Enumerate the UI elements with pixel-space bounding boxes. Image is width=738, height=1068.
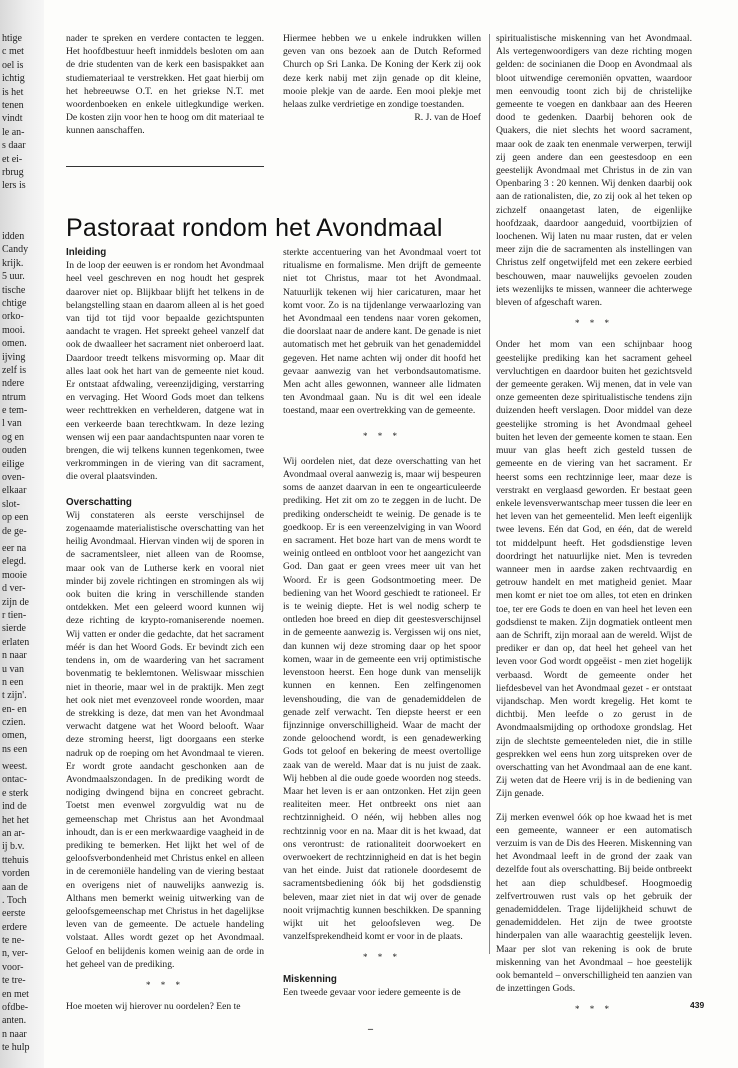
fragment-line: ndere [2,378,25,390]
section-separator: * * * [575,1004,613,1015]
fragment-line: t zijn'. [2,690,27,702]
fragment-line: ij b.v. [2,841,25,853]
fragment-line: zijn de [2,596,29,608]
previous-page-fragments [2,760,40,1055]
fragment-line: e tem- [2,405,28,417]
fragment-line: te ne- [2,935,25,947]
fragment-line: og en [2,431,24,443]
fragment-line: l van [2,418,22,430]
fragment-line: lers is [2,180,26,192]
fragment-line: orko- [2,311,24,323]
fragment-line: te hulp [2,1042,30,1054]
subheading-inleiding: Inleiding [66,247,107,258]
fragment-line: omen. [2,338,27,350]
fragment-line: n een [2,676,24,688]
section-separator: * * * [363,952,401,963]
fragment-line: en- en [2,703,27,715]
fragment-line: ntrum [2,391,26,403]
fragment-line: czien. [2,717,26,729]
fragment-line: oel is [2,59,24,71]
fragment-line: c met [2,46,24,58]
fragment-line: eer na [2,543,27,554]
fragment-line: et ei- [2,153,23,165]
fragment-line: an ar- [2,827,25,839]
fragment-line: het het [2,814,29,826]
col3-paragraph-2: Onder het mom van een schijnbaar hoog geestelijke prediking kan het sacrament geheel vervluchtigen en daardoor buiten het gezichtsveld der gemeente geraken. Wij menen, dat in vele van onze gemeenten deze spiritualistische tendens zijn duizenden heeft verslagen. Door middel van deze geestelijke stroming is het Avondmaal geheel buiten het leven der gemeente komen te staan. Een muur van glas heeft zich gesteld tussen de gemeente en de viering van het sacrament. Er heerst soms een rechtzinnige leer, maar deze is verstrakt en verglaasd geworden. Er bestaat geen enkele levensverwantschap meer tussen die leer en het leven van het gemeentelid. Men leeft eigenlijk twee levens. Eén dat God, en één, dat de wereld tot middelpunt heeft. Het godsdienstige leven doordringt het natuurlijke niet. Men is tevreden wanneer men in aardse zaken rechtvaardig en getrouw handelt en met matigheid geniet. Maar men komt er niet toe om alles, tot eten en drinken toe, ter ere Gods te doen en van heel het leven een godsdienst te maken. Zijn dogmatiek ontleent men aan de Schrift, zijn moraal aan de wereld. Wijst de prediker er dan op, dat heel het geheel van het leven voor God wordt opgeëist - men ziet hogelijk verbaasd. Wordt de gemeente onder het liefdesbevel van het Avondmaal gezet - er ontstaat vijandschap. Men wordt kregelig. Het komt te dichtbij. Men leefde o zo gerust in de Avondmaalsmijding op orthodoxe grondslag. Het zijn de slechtste gemeenteleden niet, die in stille gesprekken wel eens hun zorg uitspreken over de overschatting van het Avondmaal aan de ene kant. Zij weten dat de Heere vrij is in de bediening van Zijn genade. [496,339,692,800]
fragment-line: aan de [2,881,28,893]
fragment-line: sierde [2,623,26,635]
fragment-line: idden [2,231,25,242]
fragment-line: ontac- [2,774,27,786]
fragment-line: ind de [2,801,27,813]
col3-paragraph-1: spiritualistische miskenning van het Avondmaal. Als vertegenwoordigers van deze richting mogen gelden: de socinianen die Doop en Avondmaal als bloot uitwendige ceremoniën opvatten, waardoor men eenvoudig toont zich bij de christelijke gemeente te voegen en dankbaar aan des Heeren dood te gedenken. Daarbij behoren ook de Quakers, die niet slechts het woord sacrament, maar ook de zaak ten enenmale verwerpen, terwijl zij geen andere dan een geestesdoop en een geestelijk Avondmaal met Christus in de zin van Openbaring 3 : 20 kennen. Wij denken daarbij ook aan de rationalisten, die, zo zij ook al het teken op zichzelf onaangetast laten, de eigenlijke hoofdzaak, daardoor aangeduid, voortbijzien of loochenen. Wij laten nu maar rusten, dat er velen meer zijn die de sacramenten als instellingen van Christus zelf ongetwijfeld met een zekere eerbied beschouwen, maar nauwelijks gevoelen zouden iets wezenlijks te missen, wanneer die achterwege bleven of afgeschaft waren. [496,33,692,309]
fragment-line: n naar [2,1028,27,1040]
fragment-line: elegd. [2,556,27,568]
fragment-line: htige [2,33,22,44]
fragment-line: d ver- [2,583,26,595]
top-middle-column [283,32,481,124]
fragment-line: ouden [2,445,27,457]
fragment-line: erlaten [2,636,30,648]
fragment-line: s daar [2,140,26,152]
section-separator: * * * [146,979,184,990]
article-title: Pastoraat rondom het Avondmaal [66,214,443,242]
fragment-line: . Toch [2,894,27,906]
col2-paragraph-3: Een tweede gevaar voor iedere gemeente is de [283,986,461,998]
fragment-line: anten. [2,1015,27,1027]
fragment-line: elkaar [2,485,27,497]
fragment-line: Candy [2,244,29,256]
fragment-line: de ge- [2,525,27,537]
fragment-line: ichtig [2,73,25,85]
fragment-line: n, ver- [2,948,28,960]
fragment-line: vindt [2,113,23,125]
fragment-line: ns een [2,743,28,755]
article-column-2 [283,246,481,999]
col3-paragraph-3: Zij merken evenwel óók op hoe kwaad het is met een gemeente, wanneer er een automatisch verzuim is van de Dis des Heeren. Miskenning van het Avondmaal leeft in de grond der zaak van dezelfde fout als overschatting. Bij beide ontbreekt het aan diep schuldbesef. Hoogmoedig zelfvertrouwen rust vals op het gebruik der genademiddelen. Trage lijdelijkheid schuwt de genademiddelen. Het zijn de twee grootste hinderpalen van alle waarachtig geestelijk leven. Maar per slot van rekening is ook de brute miskenning van het Avondmaal – hoe geestelijk ook bemanteld – onverschilligheid ten aanzien van de inzettingen Gods. [496,811,692,995]
fragment-line: le an- [2,126,25,138]
fragment-line: krijk. [2,257,24,269]
fragment-line: n naar [2,650,27,662]
signature: R. J. van de Hoef [414,112,481,124]
fragment-line: 5 uur. [2,271,25,283]
fragment-line: erdere [2,921,27,933]
column-divider [489,34,490,954]
top-left-rule [66,166,264,167]
section-separator: * * * [575,318,613,329]
fragment-line: chtige [2,297,27,309]
section-separator: * * * [363,430,401,441]
top-left-column [66,32,264,138]
fragment-line: omen, [2,730,27,742]
fragment-line: ijving [2,351,26,363]
fragment-line: oven- [2,472,25,484]
fragment-line: u van [2,663,24,675]
article-column-1 [66,246,264,1013]
fragment-line: ttehuis [2,854,29,866]
previous-page-fragments [2,32,40,193]
subheading-miskenning: Miskenning [283,973,337,985]
fragment-line: is het [2,86,24,98]
fragment-line: rbrug [2,166,24,178]
fragment-line: op een [2,512,29,524]
fragment-line: en met [2,988,29,1000]
fragment-line: e sterk [2,787,29,799]
fragment-line: vorden [2,868,30,880]
fragment-line: ofdbe- [2,1002,29,1014]
col1-paragraph-1: In de loop der eeuwen is er rondom het Avondmaal heel veel geschreven en nog houdt het gesprek daarover niet op. Blijkbaar blijft het telkens in de belangstelling staan en daarom alleen al is het goed van tijd tot tijd voor bepaalde gezichtspunten aandacht te vragen. Het spreekt geheel vanzelf dat ook de dwaalleer het sacrament niet onberoerd laat. Daardoor treedt telkens misvorming op. Maar dit alles laat ook het hart van de gemeente niet koud. Er ontstaat afdwaling, vereenzijdiging, verstarring en vervaging. Het Woord Gods moet dan telkens weer rechttrekken en verhelderen, datgene wat in een verkeerde baan terechtkwam. In deze lezing wensen wij een paar aandachtspunten naar voren te brengen, die wij telkens kunnen tegenkomen, twee verkrommingen in de viering van dit sacrament, die overal plaatsvinden. [66,260,264,483]
page-number: 439 [690,1000,705,1010]
col2-paragraph-2: Wij oordelen niet, dat deze overschatting van het Avondmaal overal aanwezig is, maar wij bespeuren soms de aanzet daarvan in een te ongearticuleerde prediking. Het zit om zo te zeggen in de lucht. De prediking onderscheidt te weinig. De genade is te goedkoop. Er is een vereenzelviging in van Woord en sacrament. Het boze hart van de mens wordt te weinig ontleed en ontbloot voor het aangezicht van God. Dan gaat er geen vrees meer uit van het Woord. Er is geen Godsontmoeting meer. De bediening van het Woord geschiedt te rationeel. Er is te weinig diepte. Het is wel nodig scherp te ontleden hoe breed en diep dit geestesverschijnsel in de gemeente aanwezig is. Vergissen wij ons niet, dan kunnen wij deze stroming daar op het spoor komen, waar in de gemeente een vrij optimistische levenstoon heerst. Een hoge dunk van menselijk kunnen en kennen. Een zelfingenomen levenshouding, die van de genademiddelen de genade zelf verwacht. Ten diepste heerst er een fijnzinnige onverschilligheid. Waar de macht der zonde geloochend wordt, is een genadewerking Gods tot geloof en bekering de meest overtollige zaak van de wereld. Maar dat is nu juist de zaak. Wij hebben al die oude goede woorden nog steeds. Maar het leven is er aan ontzonken. Het zijn geen realiteiten meer. Het ontbreekt ons niet aan rechtzinnigheid. O néén, wij hebben alles nog rechtzinnig voor en na. Maar dit is het kwaad, dat ons verontrust: de rationaliteit doorwoekert en overwoekert de rechtzinnigheid en dat is het begin van het einde. Juist dat rationele doordesemt de sacramentsbediening óók bij het godsdienstig beleven, maar ziet niet in dat wij over de genade nooit vrijmachtig kunnen beschikken. De spanning wijkt uit het geloofsleven weg. De vanzelfsprekendheid komt er voor in de plaats. [283,455,481,943]
fragment-line: slot- [2,498,20,510]
bottom-dash: – [368,1024,373,1035]
subheading-overschatting: Overschatting [66,496,132,508]
fragment-line: te tre- [2,975,26,987]
top-left-paragraph: nader te spreken en verdere contacten te leggen. Het hoofdbestuur heeft inmiddels besloten om aan de drie studenten van de kerk een basispakket aan studiemateriaal te verstrekken. Het gaat hierbij om het hebreeuwse O.T. en het griekse N.T. met woordenboeken en enkele uitlegkundige werken. De kosten zijn voor hen te hoog om dit materiaal te kunnen aanschaffen. [66,33,264,137]
fragment-line: r tien- [2,609,27,621]
fragment-line: zelf is [2,364,27,376]
previous-page-fragments [2,230,40,538]
fragment-line: voor- [2,961,24,973]
fragment-line: weest. [2,761,28,772]
top-middle-paragraph: Hiermee hebben we u enkele indrukken willen geven van ons bezoek aan de Dutch Reformed Church op Sri Lanka. De Koning der Kerk zij ook deze kerk nabij met zijn genade op dit kleine, mooie plekje van de aarde. Een mooi plekje met helaas zulke verdrietige en zondige toestanden. [283,33,481,111]
col2-paragraph-1: sterkte accentuering van het Avondmaal voert tot ritualisme en formalisme. Men drijft de gemeente niet tot Christus, maar tot het Avondmaal. Natuurlijk tekenen wij hier caricaturen, maar het komt voor. Zo is na tijdenlange verwaarlozing van het Avondmaal een tendens naar voren gekomen, die doorslaat naar de andere kant. De genade is niet automatisch met het gebruik van het genademiddel gegeven. Het name achten wij onder dit hoofd het gevaar aanwezig van het verbondsautomatisme. Men acht alles gewonnen, wanneer alle lidmaten ten Avondmaal gaan. Nu is dit wel een ideale toestand, maar een overtrekking van de gemeente. [283,247,481,417]
col1-paragraph-2: Wij constateren als eerste verschijnsel de zogenaamde materialistische overschatting van het heilig Avondmaal. Hiervan vinden wij de sporen in de sacramentsleer, niet alleen van de Roomse, maar ook van de Lutherse kerk en vooral niet minder bij zovele richtingen en stromingen als wij ook buiten die kring in verschillende standen ontdekken. Met een geleerd woord kunnen wij deze richting de krypto-romaniserende noemen. Wij vatten er onder die gedachte, dat het sacrament méér is dan het Woord Gods. Er bevindt zich een tendens in, om de waardering van het sacrament bovenmatig te beklemtonen. Weliswaar misschien niet in theorie, maar wel in de praktijk. Men zegt het ook niet met evenzoveel ronde woorden, maar de strekking is deze, dat men van het Avondmaal verwacht datgene wat het Woord belooft. Waar deze stroming heerst, ligt doorgaans een sterke nadruk op de roeping om het Avondmaal te vieren. Er wordt grote aandacht geschonken aan de Avondmaalszondagen. In de prediking wordt de nodiging dwingend bijna en concreet gebracht. Toetst men evenwel zorgvuldig wat nu de gemeenschap met Christus aan het Avondmaal inhoudt, dan is er een merkwaardige vaagheid in de prediking te bemerken. Het lijkt het wel of de geloofsverbondenheid met Christus enkel en alleen in de ceremoniële handeling van de viering bestaat en overigens niet of nauwelijks aanwezig is. Althans men bemerkt weinig uitwerking van de geloofsgemeenschap met Christus in het dagelijkse leven van de gemeente. De actuele handeling volstaat. Alles wordt gezet op het Avondmaal. Geloof en belijdenis komen weinig aan de orde in het geheel van de prediking. [66,509,264,970]
fragment-line: eerste [2,908,26,920]
fragment-line: mooie [2,569,27,581]
right-column [496,32,692,1025]
col1-paragraph-3: Hoe moeten wij hierover nu oordelen? Een te [66,1001,241,1013]
fragment-line: mooi. [2,324,26,336]
previous-page-fragments [2,542,40,756]
fragment-line: eilige [2,458,25,470]
fragment-line: tische [2,284,26,296]
fragment-line: tenen [2,99,24,111]
